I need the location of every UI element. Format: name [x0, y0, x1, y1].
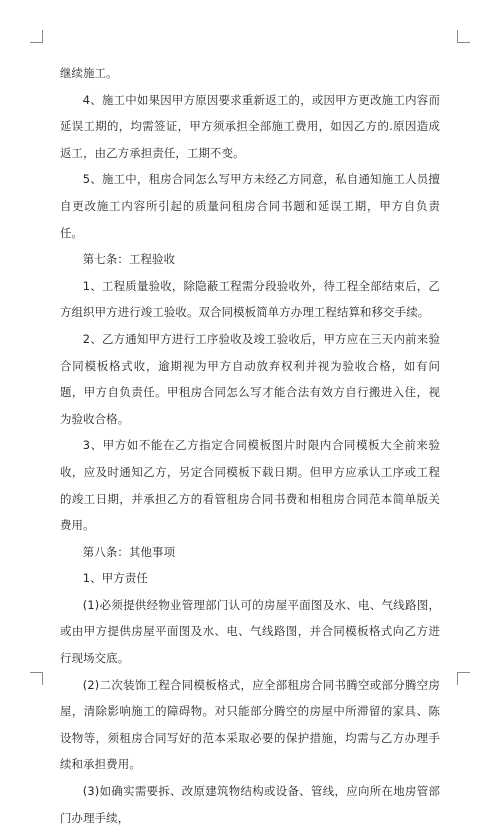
paragraph-duty-2: (2)二次装饰工程合同模板格式，应全部租房合同书腾空或部分腾空房屋，清除影响施工的障碍物。对只能部分腾空的房屋中所滞留的家具、陈设物等，须租房合同写好的范本采取必要的保护措施，均需与乙方办理手续和承担费用。: [60, 677, 440, 772]
paragraph-duty-1: (1)必须提供经物业管理部门认可的房屋平面图及水、电、气线路图，或由甲方提供房屋平面图及水、电、气线路图，并合同模板格式向乙方进行现场交底。: [60, 597, 440, 666]
subheading-party-a-duties: 1、甲方责任: [82, 571, 148, 586]
paragraph-acceptance-2: 2、乙方通知甲方进行工序验收及竣工验收后，甲方应在三天内前来验合同模板格式收，逾期视为甲方自动放弃权利并视为验收合格，如有问题，甲方自负责任。甲租房合同怎么写才能合法有效方自行搬进入住，视为验收合格。: [60, 331, 440, 426]
paragraph-item-4: 4、施工中如果因甲方原因要求重新返工的，或因甲方更改施工内容而延误工期的，均需签证，甲方须承担全部施工费用，如因乙方的.原因造成返工，由乙方承担责任，工期不变。: [60, 92, 440, 160]
paragraph-item-5: 5、施工中，租房合同怎么写甲方未经乙方同意，私自通知施工人员擅自更改施工内容所引起的质量问租房合同书题和延误工期，甲方自负责任。: [60, 172, 440, 240]
paragraph-acceptance-1: 1、工程质量验收，除隐蔽工程需分段验收外，待工程全部结束后，乙方组织甲方进行竣工验收。双合同模板简单方办理工程结算和移交手续。: [60, 278, 440, 320]
paragraph-acceptance-3: 3、甲方如不能在乙方指定合同模板图片时限内合同模板大全前来验收，应及时通知乙方，另定合同模板下载日期。但甲方应承认工序或工程的竣工日期，并承担乙方的看管租房合同书费和相租房合同范本简单版关费用。: [60, 438, 440, 533]
section-heading-article-8: 第八条：其他事项: [82, 544, 176, 559]
corner-crop-mark-top-right: [457, 30, 470, 43]
corner-crop-mark-top-left: [30, 30, 43, 43]
document-body: [60, 60, 440, 831]
corner-crop-mark-bottom-left: [30, 672, 43, 685]
section-heading-article-7: 第七条：工程验收: [82, 252, 176, 267]
paragraph-duty-3: (3)如确实需要拆、改原建筑物结构或设备、管线，应向所在地房管部门办理手续，: [60, 784, 440, 825]
paragraph-continuation: 继续施工。: [60, 66, 118, 80]
corner-crop-mark-bottom-right: [457, 672, 470, 685]
